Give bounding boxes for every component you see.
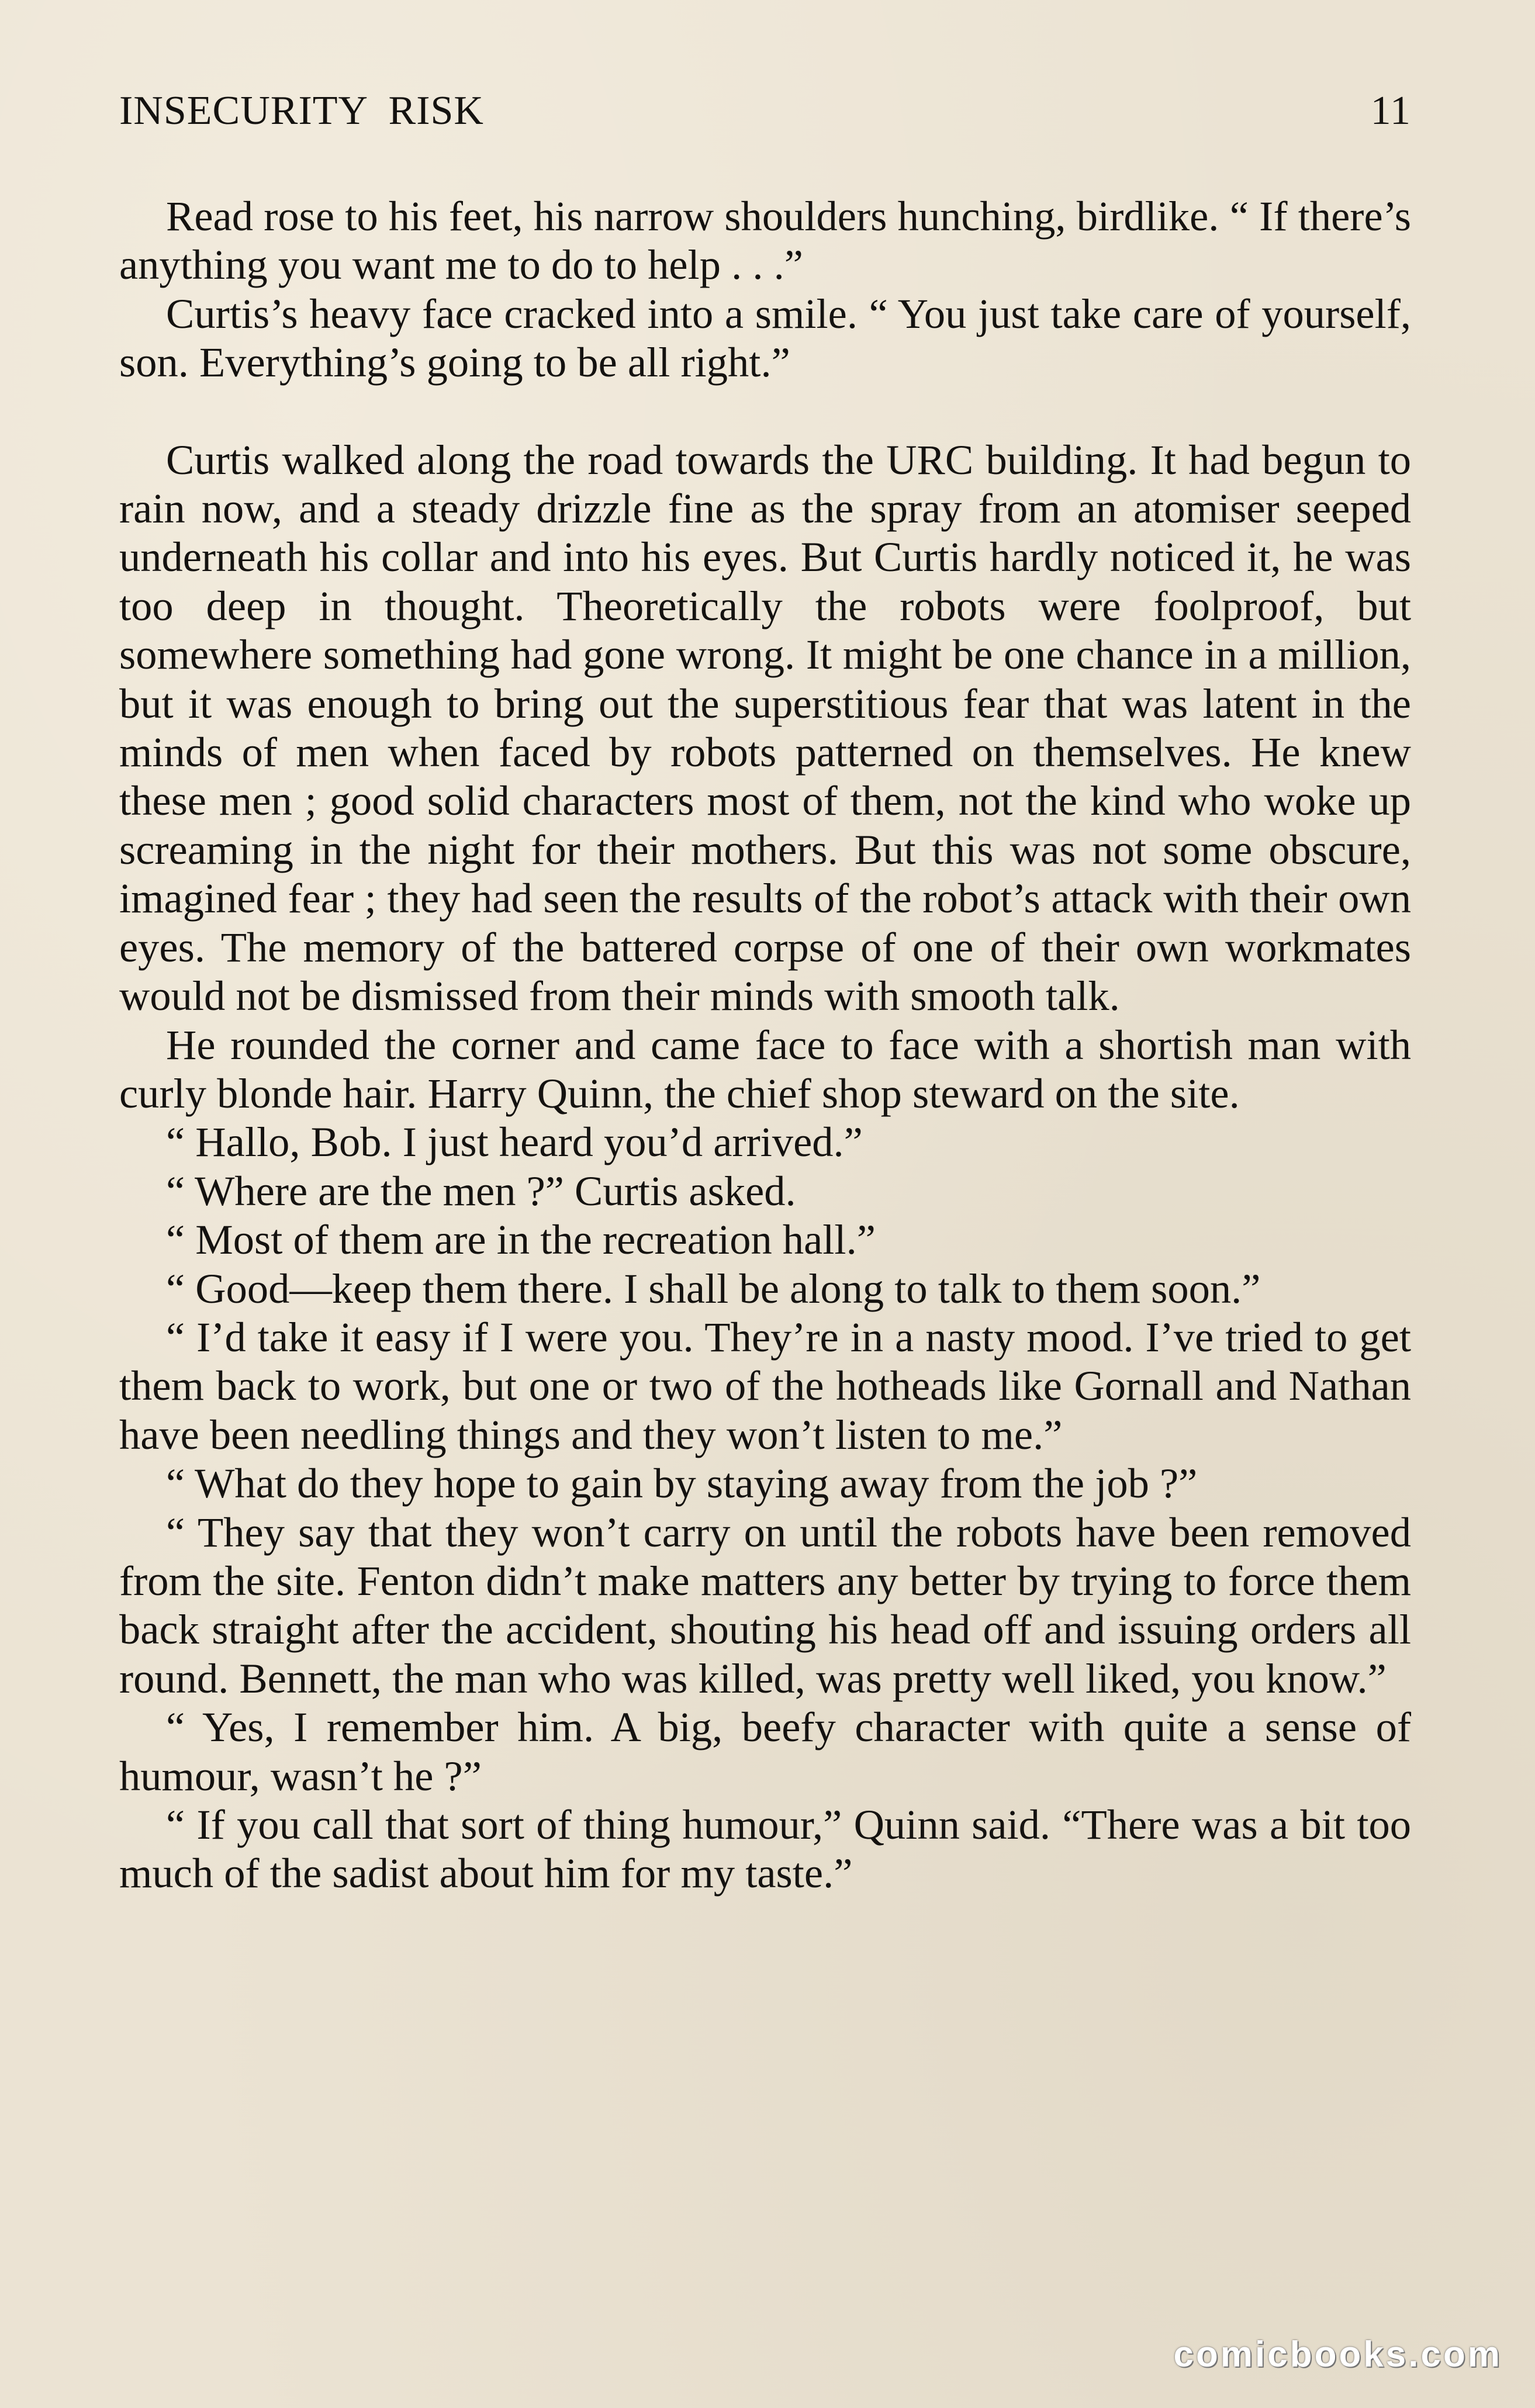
watermark-logo: comicbooks.com [1173,2334,1502,2375]
paragraph: “ Yes, I remember him. A big, beefy character with quite a sense of humour, wasn’t he ?” [119,1703,1411,1800]
page-number: 11 [1370,88,1411,133]
paragraph: Curtis’s heavy face cracked into a smile. “ You just take care of yourself, son. Everything’s going to be all right.” [119,289,1411,386]
paragraph: “ What do they hope to gain by staying away from the job ?” [166,1459,1198,1507]
paragraph: He rounded the corner and came face to face with a shortish man with curly blonde hair. Harry Quinn, the chief shop steward on the site. [119,1020,1411,1117]
paragraph: Curtis walked along the road towards the URC building. It had begun to rain now, and a steady drizzle fine as the spray from an atomiser seeped underneath his collar and into his eyes. But Curtis hardly noticed it, he was too deep in thought. Theoretically the robots were foolproof, but somewhere something had gone wrong. It might be one chance in a million, but it was enough to bring out the superstitious fear that was latent in the minds of men when faced by robots patterned on themselves. He knew these men ; good solid characters most of them, not the kind who woke up screaming in the night for their mothers. But this was not some obscure, imagined fear ; they had seen the results of the robot’s attack with their own eyes. The memory of the battered corpse of one of their own workmates would not be dismissed from their minds with smooth talk. [119,435,1411,1020]
paragraph: “ I’d take it easy if I were you. They’re in a nasty mood. I’ve tried to get them back to work, but one or two of the hotheads like Gornall and Nathan have been needling things and they won’t listen to me.” [119,1313,1411,1458]
book-page [119,88,1411,1897]
paragraph: “ Hallo, Bob. I just heard you’d arrived.” [166,1118,863,1166]
paragraph: “ Good—keep them there. I shall be along to talk to them soon.” [166,1264,1261,1312]
running-header [119,88,1411,152]
chapter-title: INSECURITY RISK [119,88,484,133]
paragraph: “ Where are the men ?” Curtis asked. [166,1167,796,1215]
paragraph: “ Most of them are in the recreation hall.” [166,1216,876,1264]
paragraph: Read rose to his feet, his narrow shoulders hunching, birdlike. “ If there’s anything you want me to do to help . . .” [119,192,1411,289]
paragraph: “ They say that they won’t carry on until the robots have been removed from the site. Fenton didn’t make matters any better by trying to force them back straight after the accident, shouting his head off and issuing orders all round. Bennett, the man who was killed, was pretty well liked, you know.” [119,1508,1411,1702]
paragraph: “ If you call that sort of thing humour,” Quinn said. “There was a bit too much of the sadist about him for my taste.” [119,1801,1411,1897]
body-text [119,192,1411,1898]
